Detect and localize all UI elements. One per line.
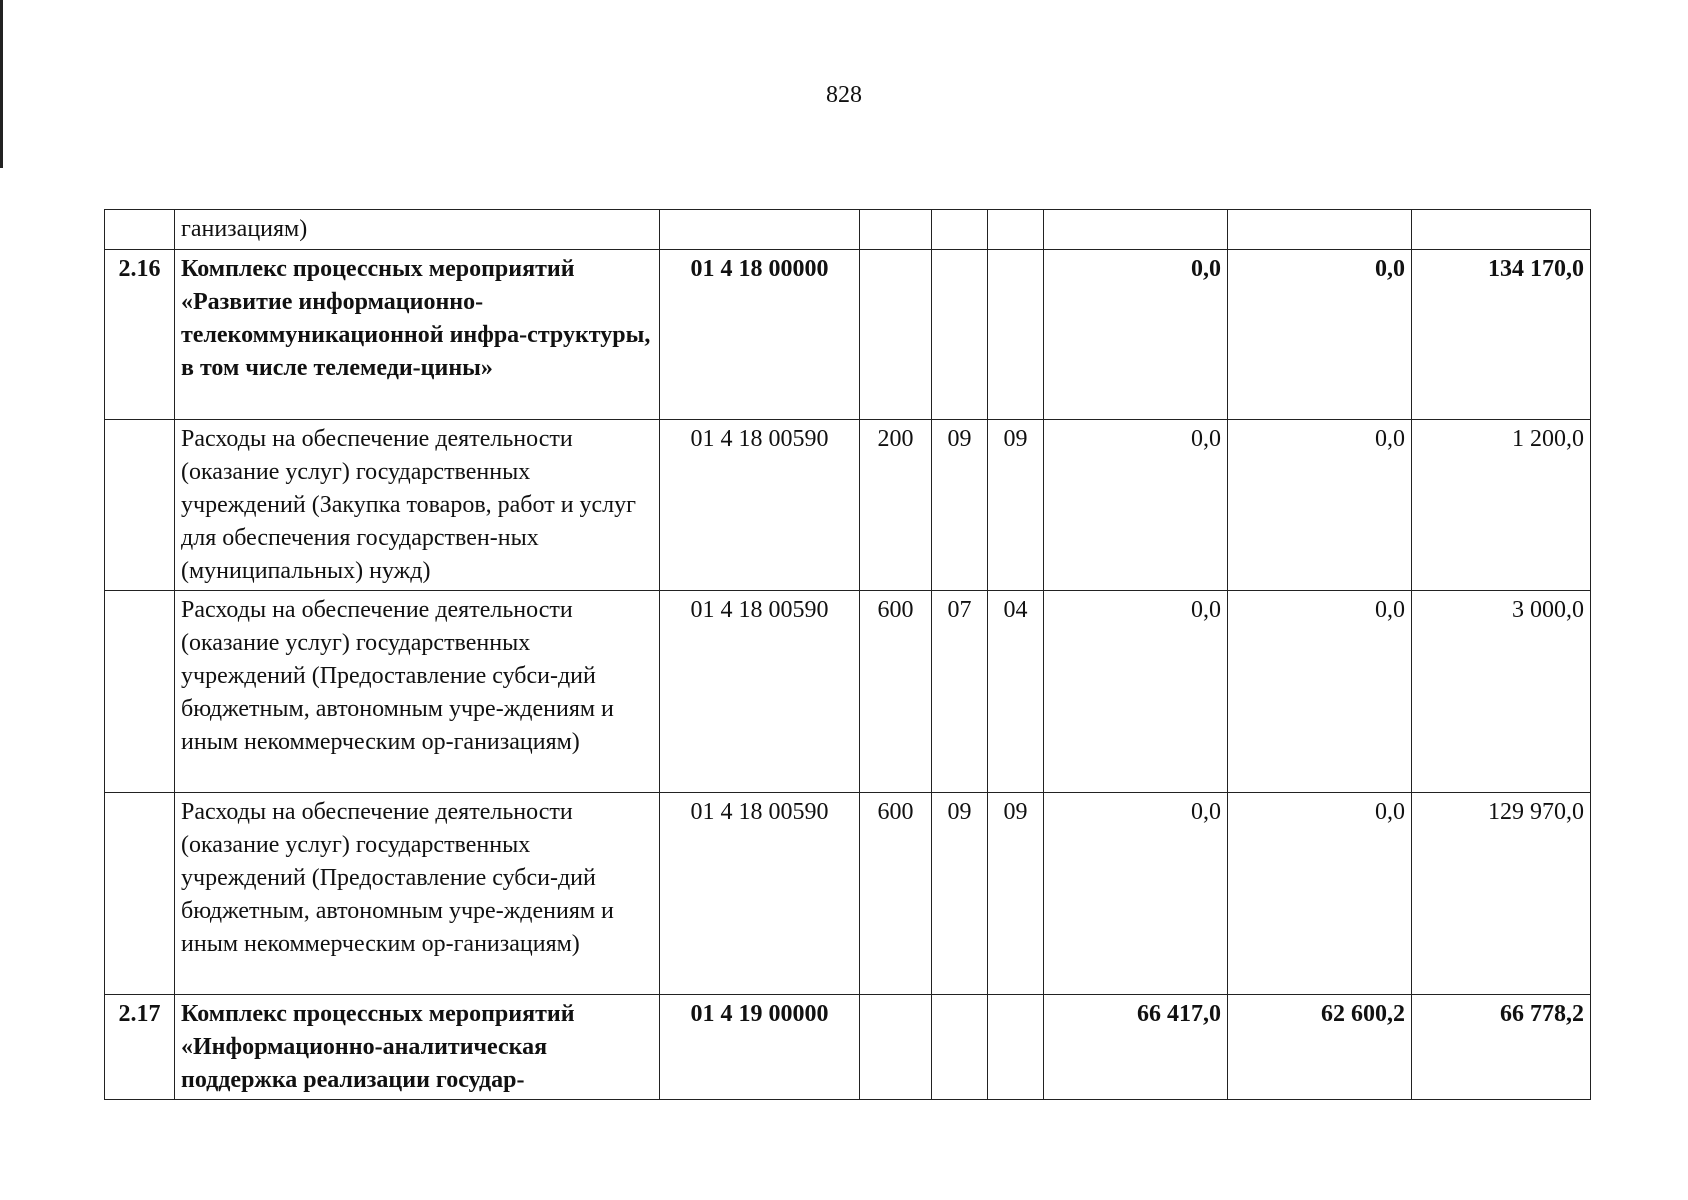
row-amount-2: 0,0 [1228,591,1412,793]
row-section: 09 [932,420,988,591]
row-expense-type [860,210,932,250]
row-description: Расходы на обеспечение деятельности (оказание услуг) государственных учреждений (Предоставление субси-дий бюджетным, автономным учре-ждениям и иным некоммерческим ор-ганизациям) [175,793,660,995]
row-number [105,793,175,995]
row-amount-3: 1 200,0 [1412,420,1591,591]
row-target-code [660,210,860,250]
row-amount-2: 62 600,2 [1228,995,1412,1100]
row-subsection: 09 [988,793,1044,995]
row-expense-type: 600 [860,591,932,793]
row-subsection [988,210,1044,250]
row-description: ганизациям) [175,210,660,250]
row-description: Расходы на обеспечение деятельности (оказание услуг) государственных учреждений (Предоставление субси-дий бюджетным, автономным учре-ждениям и иным некоммерческим ор-ганизациям) [175,591,660,793]
row-section: 09 [932,793,988,995]
row-target-code: 01 4 18 00590 [660,793,860,995]
row-amount-1: 66 417,0 [1044,995,1228,1100]
row-section [932,210,988,250]
row-description: Комплекс процессных мероприятий «Информационно-аналитическая поддержка реализации государ- [175,995,660,1100]
row-amount-1: 0,0 [1044,793,1228,995]
row-target-code: 01 4 18 00000 [660,250,860,420]
row-target-code: 01 4 19 00000 [660,995,860,1100]
row-number: 2.16 [105,250,175,420]
row-description: Расходы на обеспечение деятельности (оказание услуг) государственных учреждений (Закупка товаров, работ и услуг для обеспечения государствен-ных (муниципальных) нужд) [175,420,660,591]
table-row [105,210,1591,250]
row-amount-1: 0,0 [1044,250,1228,420]
row-amount-2: 0,0 [1228,250,1412,420]
row-amount-1: 0,0 [1044,591,1228,793]
table-row [105,420,1591,591]
row-amount-3 [1412,210,1591,250]
row-expense-type: 200 [860,420,932,591]
row-subsection [988,995,1044,1100]
row-number [105,420,175,591]
row-expense-type [860,250,932,420]
table-row [105,793,1591,995]
table-row [105,250,1591,420]
row-subsection: 04 [988,591,1044,793]
row-amount-3: 3 000,0 [1412,591,1591,793]
row-amount-3: 129 970,0 [1412,793,1591,995]
row-subsection: 09 [988,420,1044,591]
row-amount-2: 0,0 [1228,793,1412,995]
row-amount-1: 0,0 [1044,420,1228,591]
row-amount-1 [1044,210,1228,250]
row-section: 07 [932,591,988,793]
row-expense-type [860,995,932,1100]
row-expense-type: 600 [860,793,932,995]
row-amount-3: 66 778,2 [1412,995,1591,1100]
row-number [105,591,175,793]
row-section [932,995,988,1100]
row-target-code: 01 4 18 00590 [660,591,860,793]
table-body [105,210,1591,1100]
row-amount-3: 134 170,0 [1412,250,1591,420]
row-number: 2.17 [105,995,175,1100]
row-section [932,250,988,420]
page-number: 828 [826,82,862,108]
row-amount-2: 0,0 [1228,420,1412,591]
table-row [105,591,1591,793]
row-description: Комплекс процессных мероприятий «Развитие информационно-телекоммуникационной инфра-структуры, в том числе телемеди-цины» [175,250,660,420]
budget-table [104,209,1591,1100]
row-amount-2 [1228,210,1412,250]
row-number [105,210,175,250]
table-row [105,995,1591,1100]
row-target-code: 01 4 18 00590 [660,420,860,591]
row-subsection [988,250,1044,420]
